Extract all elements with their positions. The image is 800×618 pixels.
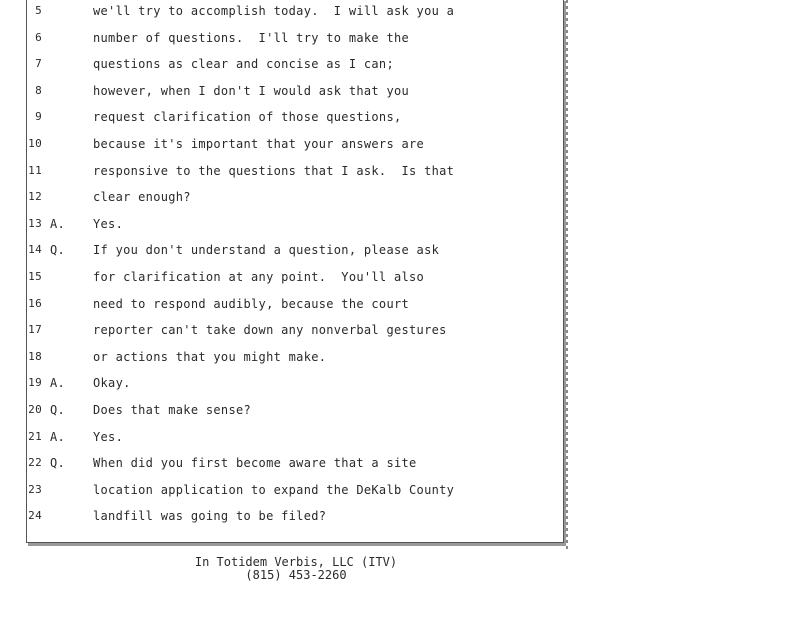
transcript-line: [0, 270, 560, 292]
line-text: If you don't understand a question, please ask: [93, 243, 440, 258]
line-text: Yes.: [93, 429, 124, 444]
transcript-line: [0, 509, 560, 531]
line-number: 9: [35, 110, 42, 124]
footer-company: In Totidem Verbis, LLC (ITV): [194, 555, 398, 569]
transcript-line: [0, 137, 560, 159]
line-text: Does that make sense?: [93, 403, 252, 417]
line-text: however, when I don't I would ask that you: [93, 83, 410, 98]
line-text: landfill was going to be filed?: [93, 509, 327, 524]
transcript-line: [0, 164, 560, 186]
page-edge-shadow: [566, 0, 568, 550]
line-text: responsive to the questions that I ask. Is that: [93, 163, 455, 178]
line-text: location application to expand the DeKalb County: [93, 482, 455, 497]
line-number: 7: [35, 57, 42, 71]
line-text: because it's important that your answers are: [93, 137, 425, 151]
line-text: Yes.: [93, 216, 124, 231]
line-number: 5: [35, 4, 42, 17]
line-text: questions as clear and concise as I can;: [93, 57, 394, 72]
line-number: 11: [28, 163, 42, 177]
line-number: 23: [28, 482, 42, 496]
transcript-line: [0, 430, 560, 452]
line-number: 12: [28, 190, 42, 204]
line-number: 13: [28, 216, 42, 230]
transcript-line: [0, 483, 560, 505]
transcript-line: [0, 243, 560, 265]
transcript-line: [0, 456, 560, 478]
transcript-line: [0, 110, 560, 132]
transcript-line: [0, 350, 560, 372]
line-text: for clarification at any point. You'll also: [93, 270, 425, 284]
line-text: request clarification of those questions,: [93, 110, 402, 125]
speaker-label: Q.: [50, 243, 66, 258]
transcript-line: [0, 217, 560, 239]
line-number: 24: [28, 509, 42, 523]
line-number: 16: [28, 296, 42, 310]
line-text: reporter can't take down any nonverbal gestures: [93, 323, 447, 338]
transcript-line: [0, 403, 560, 425]
line-number: 10: [28, 137, 42, 150]
line-number: 19: [28, 376, 42, 390]
line-text: When did you first become aware that a site: [93, 456, 417, 471]
line-text: clear enough?: [93, 190, 191, 205]
transcript-line: [0, 297, 560, 319]
transcript-line: [0, 376, 560, 398]
transcript-line: [0, 323, 560, 345]
line-number: 15: [28, 270, 42, 283]
line-number: 22: [28, 456, 42, 470]
line-text: Okay.: [93, 376, 131, 391]
line-text: we'll try to accomplish today. I will ask you a: [93, 4, 455, 18]
line-number: 20: [28, 403, 42, 416]
page-footer: [0, 556, 592, 582]
footer-phone: (815) 453-2260: [245, 568, 347, 582]
transcript-line: [0, 84, 560, 106]
line-number: 17: [28, 323, 42, 337]
speaker-label: A.: [50, 376, 66, 391]
transcript-line: [0, 190, 560, 212]
line-number: 18: [28, 349, 42, 363]
line-text: number of questions. I'll try to make the: [93, 30, 410, 45]
line-number: 14: [28, 243, 42, 257]
speaker-label: A.: [50, 429, 66, 444]
transcript-line: [0, 31, 560, 53]
speaker-label: Q.: [50, 403, 66, 417]
line-text: need to respond audibly, because the court: [93, 296, 410, 311]
transcript-line: [0, 57, 560, 79]
speaker-label: A.: [50, 216, 66, 231]
line-number: 21: [28, 429, 42, 443]
line-number: 6: [35, 30, 42, 44]
transcript-line: [0, 4, 560, 26]
line-number: 8: [35, 83, 42, 97]
line-text: or actions that you might make.: [93, 349, 327, 364]
speaker-label: Q.: [50, 456, 66, 471]
